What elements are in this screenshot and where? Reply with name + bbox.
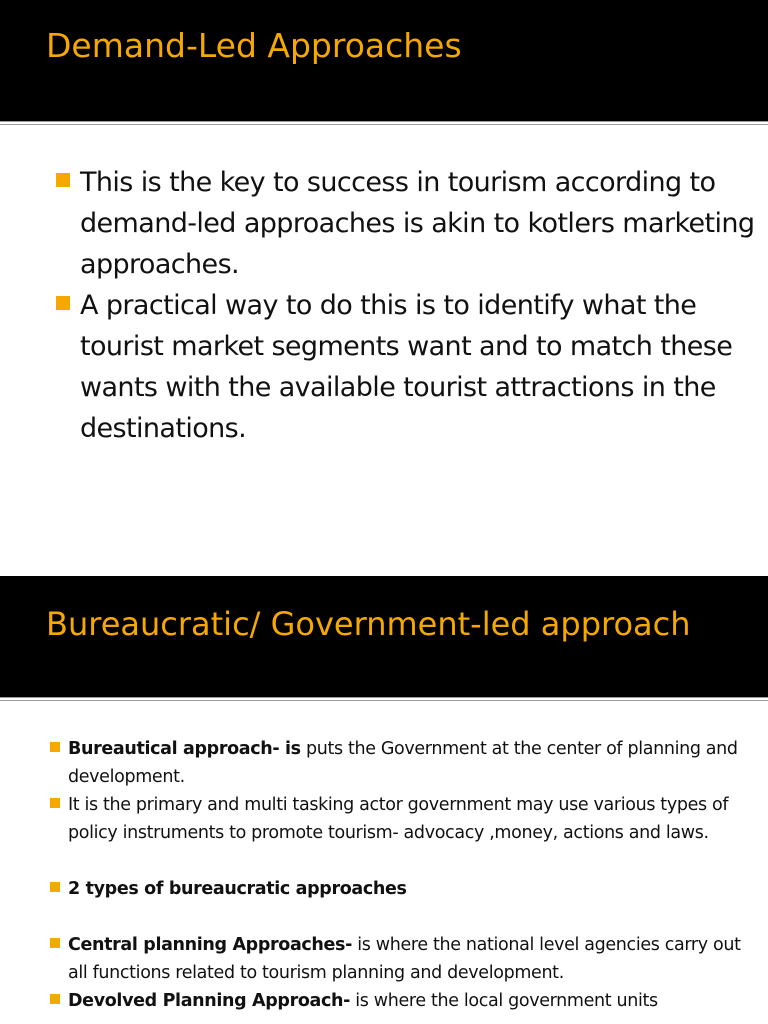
list-spacer — [50, 847, 750, 875]
header-divider — [0, 697, 768, 701]
list-item — [50, 735, 750, 791]
list-item — [50, 931, 750, 987]
square-bullet-icon — [50, 938, 60, 948]
bullet-text: It is the primary and multi tasking actor government may use various types of policy instruments to promote tourism- advocacy ,money, actions and laws. — [68, 795, 729, 843]
square-bullet-icon — [56, 173, 70, 187]
bullet-text: puts the Government at the center of planning and development. — [68, 739, 738, 787]
list-spacer — [50, 903, 750, 931]
bullet-text: is where the local government units — [350, 991, 658, 1011]
bullet-text: is where the national level agencies carry out all functions related to tourism planning and development. — [68, 935, 741, 983]
square-bullet-icon — [50, 742, 60, 752]
bullet-list — [56, 162, 756, 449]
bullet-list — [50, 735, 750, 1015]
bullet-bold-text: 2 types of bureaucratic approaches — [68, 879, 407, 899]
square-bullet-icon — [50, 994, 60, 1004]
bullet-bold-text: Devolved Planning Approach- — [68, 991, 351, 1011]
list-item — [50, 875, 750, 903]
list-item — [56, 162, 756, 285]
square-bullet-icon — [50, 798, 60, 808]
bullet-bold-text: Bureautical approach- is — [68, 739, 301, 759]
bullet-bold-text: Central planning Approaches- — [68, 935, 353, 955]
slide-title: Demand-Led Approaches — [46, 26, 462, 65]
bullet-text: A practical way to do this is to identify what the tourist market segments want and to match these wants with the available tourist attractions in the destinations. — [80, 290, 733, 444]
list-item — [56, 285, 756, 449]
list-item — [50, 791, 750, 847]
list-item — [50, 987, 750, 1015]
square-bullet-icon — [56, 296, 70, 310]
bullet-text: This is the key to success in tourism according to demand-led approaches is akin to kotlers marketing approaches. — [80, 167, 755, 280]
header-divider — [0, 121, 768, 125]
square-bullet-icon — [50, 882, 60, 892]
slide-title: Bureaucratic/ Government-led approach — [46, 605, 691, 643]
